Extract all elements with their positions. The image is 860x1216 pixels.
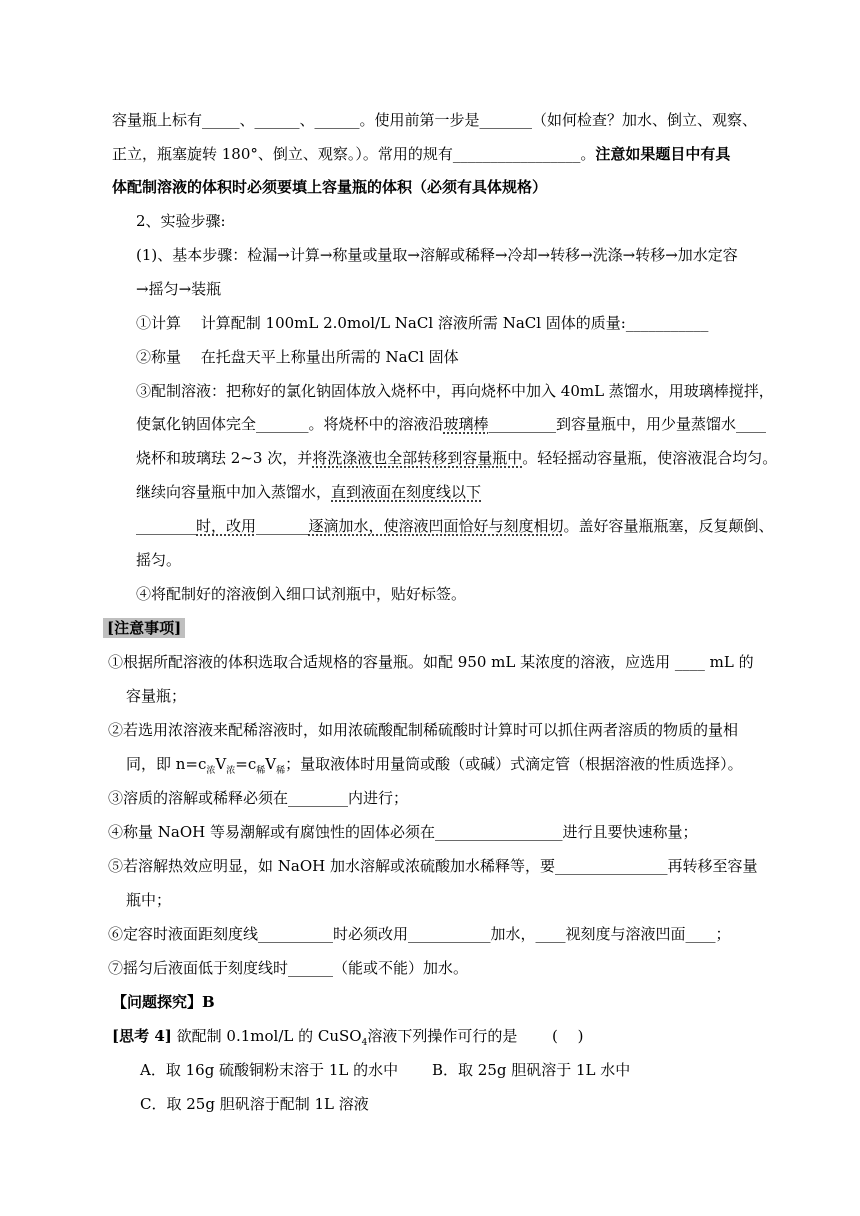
question-text: 溶液下列操作可行的是 — [367, 1027, 518, 1045]
note-item-cont — [126, 754, 776, 781]
text-span: ________ — [136, 517, 196, 535]
subscript: 浓 — [206, 766, 216, 776]
option-b: B．取 25g 胆矾溶于 1L 水中 — [432, 1061, 631, 1079]
dotted-emphasis: 直到液面在刻度线以下 — [331, 483, 482, 501]
option-row — [140, 1060, 790, 1080]
notes-header — [103, 618, 753, 638]
text-line — [136, 482, 786, 502]
section-heading: 2、实验步骤: — [136, 212, 226, 230]
text-line — [136, 448, 786, 468]
option-a: A．取 16g 硫酸铜粉末溶于 1L 的水中 — [140, 1061, 399, 1079]
text-span: 。盖好容量瓶瓶塞，反复颠倒、 — [563, 517, 774, 535]
text-span: _______ — [256, 517, 309, 535]
text-span: 使氯化钠固体完全_______。将烧杯中的溶液沿 — [136, 415, 444, 433]
text-line — [136, 414, 786, 434]
text-span: 正立，瓶塞旋转 180°、倒立、观察。）。常用的规有_________________。 — [112, 145, 596, 163]
bold-note-line: 体配制溶液的体积时必须要填上容量瓶的体积（必须有具体规格） — [112, 178, 548, 196]
text-span: _________到容量瓶中，用少量蒸馏水____ — [488, 415, 767, 433]
note-item: ⑤若溶解热效应明显，如 NaOH 加水溶解或浓硫酸加水稀释等，要_______________再转移至容量 — [108, 857, 758, 875]
dotted-emphasis: 将洗涤液也全部转移到容量瓶中 — [312, 449, 523, 467]
note-item-cont: 瓶中； — [126, 891, 172, 909]
text-line — [136, 516, 786, 536]
bold-note: 注意如果题目中有具 — [595, 145, 731, 163]
dotted-emphasis: 玻璃棒 — [443, 415, 489, 433]
answer-bracket: ( ) — [552, 1027, 584, 1045]
question-line — [112, 1026, 762, 1053]
text-span: 。轻轻摇动容量瓶，使溶液混合均匀。 — [522, 449, 778, 467]
text-span: =c — [235, 755, 257, 773]
subscript: 稀 — [276, 766, 286, 776]
explore-header: 【问题探究】B — [112, 993, 215, 1011]
step-bottle: ④将配制好的溶液倒入细口试剂瓶中，贴好标签。 — [136, 585, 467, 603]
text-line: →摇匀→装瓶 — [136, 280, 222, 298]
text-span: 继续向容量瓶中加入蒸馏水， — [136, 483, 332, 501]
text-span: V — [215, 755, 227, 773]
text-line: 容量瓶上标有_____、______、______。使用前第一步是_______（如何检查？加水、倒立、观察、 — [112, 111, 758, 129]
notes-header-label: [注意事项] — [103, 618, 185, 638]
step-weigh: ②称量 在托盘天平上称量出所需的 NaCl 固体 — [136, 348, 459, 366]
note-item: ⑦摇匀后液面低于刻度线时______（能或不能）加水。 — [108, 959, 469, 977]
step-calc: ①计算 计算配制 100mL 2.0mol/L NaCl 溶液所需 NaCl 固体的质量:___________ — [136, 314, 709, 332]
note-item: ②若选用浓溶液来配稀溶液时，如用浓硫酸配制稀硫酸时计算时可以抓住两者溶质的物质的量相 — [108, 721, 739, 739]
subscript: 稀 — [256, 766, 266, 776]
question-label: [思考 4] — [112, 1027, 172, 1045]
text-span: 烧杯和玻璃珐 2~3 次，并 — [136, 449, 313, 467]
text-span: 同，即 n=c — [126, 755, 207, 773]
note-item-cont: 容量瓶； — [126, 687, 187, 705]
note-item: ①根据所配溶液的体积选取合适规格的容量瓶。如配 950 mL 某浓度的溶液，应选用 ____ mL 的 — [108, 653, 754, 671]
text-span: ；量取液体时用量筒或酸（或碱）式滴定管（根据溶液的性质选择）。 — [285, 755, 743, 773]
text-line: 摇匀。 — [136, 551, 182, 569]
option-c: C．取 25g 胆矾溶于配制 1L 溶液 — [140, 1095, 369, 1113]
text-line — [112, 144, 762, 164]
dotted-emphasis: 时，改用 — [196, 517, 257, 535]
subscript: 4 — [361, 1038, 368, 1048]
text-span: V — [265, 755, 277, 773]
note-item: ⑥定容时液面距刻度线__________时必须改用___________加水，____视刻度与溶液凹面____； — [108, 925, 731, 943]
dotted-emphasis: 逐滴加水，使溶液凹面恰好与刻度相切 — [308, 517, 564, 535]
note-item: ④称量 NaOH 等易潮解或有腐蚀性的固体必须在_________________进行且要快速称量； — [108, 823, 698, 841]
step-prepare: ③配制溶液：把称好的氯化钠固体放入烧杯中，再向烧杯中加入 40mL 蒸馏水，用玻璃棒搅拌， — [136, 382, 774, 400]
subscript: 浓 — [226, 766, 236, 776]
note-item: ③溶质的溶解或稀释必须在________内进行； — [108, 789, 409, 807]
question-text: 欲配制 0.1mol/L 的 CuSO — [176, 1027, 362, 1045]
text-line: (1)、基本步骤：检漏→计算→称量或量取→溶解或稀释→冷却→转移→洗涤→转移→加水定容 — [136, 246, 738, 264]
